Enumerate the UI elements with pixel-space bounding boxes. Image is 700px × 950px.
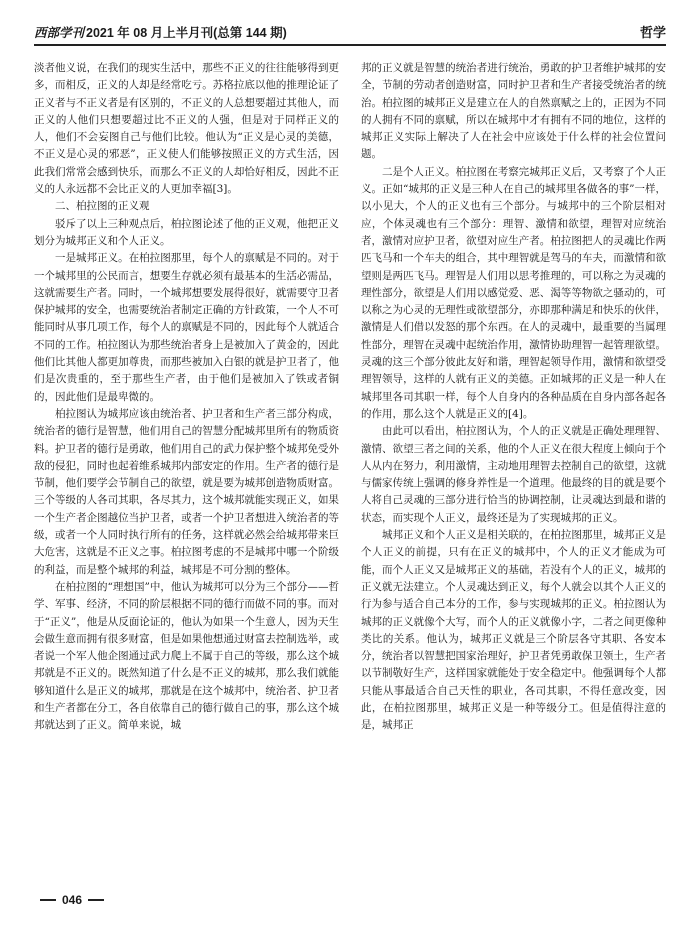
- footer-dash-right: [88, 899, 104, 901]
- paragraph: 淡者他义说，在我们的现实生活中，那些不正义的往往能够得到更多，而相反，正义的人却是经常吃亏。苏格拉底以他的推理论证了正义者与不正义者是有区别的，不正义的人总想要超过其他人，而正义的人他们只想要超过比不正义的人强，但是对于同样正义的人，他们不会妄图自己与他们比较。他认为“正义是心灵的美德，不正义是心灵的邪恶”，正义使人们能够按照正义的方式生活，因此我们常常会感到快乐，而那么不正义的人却恰好相反，因此不正义的人永远都不会比正义的人更加幸福[3]。: [34, 62, 339, 196]
- journal-info: [34, 23, 287, 44]
- paragraph: 在柏拉图的“理想国”中，他认为城邦可以分为三个部分——哲学、军事、经济，不同的阶层根据不同的德行而做不同的事。而对于“正义”，他是从反面论证的，他认为如果一个生意人，因为天生会做生意而拥有很多财富，但是如果他想通过财富去控制选举，或者说一个军人他企图通过武力爬上不属于自己的等级，那么这个城邦就是不正义的。既然知道了什么是不正义的城邦，那么我们就能够知道什么是正义的城邦，那就是在这个城邦中，统治者、护卫者和生产者都在分工，各自依靠自己的德行做自己的事，那么这个城邦就达到了正义。简单来说，城: [34, 580, 339, 732]
- page-header: [34, 16, 666, 46]
- right-column: [361, 60, 666, 888]
- section-heading: 二、柏拉图的正义观: [55, 200, 150, 213]
- paragraph: 一是城邦正义。在柏拉图那里，每个人的禀赋是不同的。对于一个城邦里的公民而言，想要生存就必须有最基本的生活必需品，这就需要生产者。同时，一个城邦想要发展得很好，就需要守卫者保护城邦的安全，也需要统治者制定正确的方针政策，一个人不可能同时从事几项工作，每个人的禀赋是不同的，因此每个人就适合不同的工作。柏拉图认为那些统治者身上是被加入了黄金的，因此他们比其他人都更加尊贵，而那些被加入白银的就是护卫者了，他们是次贵重的，至于那些生产者，由于他们是被加入了铁或者铜的，因此他们是最卑微的。: [34, 252, 339, 403]
- paragraph: 二是个人正义。柏拉图在考察完城邦正义后，又考察了个人正义。正如“城邦的正义是三种人在自己的城邦里各做各的事”一样，以小见大，个人的正义也有三个部分。与城邦中的三个阶层相对应，个体灵魂也有三个部分：理智、激情和欲望，理智对应统治者，激情对应护卫者，欲望对应生产者。柏拉图把人的灵魂比作两匹飞马和一个车夫的组合，其中理智就是驾马的车夫，而激情和欲望则是两匹飞马。理智是人们用以思考推理的，可以称之为灵魂的理性部分，欲望是人们用以感觉爱、恶、渴等等物欲之骚动的，可以称之为心灵的无理性或欲望部分，亦即那种满足和快乐的伙伴，激情是人们借以发怒的那个东西。在人的灵魂中，最重要的当属理性部分，理智在灵魂中起统治作用，激情协助理智一起管理欲望。灵魂的这三个部分彼此友好和谐，理智起领导作用，激情和欲望受理智领导，这样的人就有正义的美德。正如城邦的正义是一种人在城邦里各司其职一样，每个人自身内的各种品质在自身内部各起各的作用，那么这个人就是正义的[4]。: [361, 165, 666, 420]
- paragraph: 柏拉图认为城邦应该由统治者、护卫者和生产者三部分构成，统治者的德行是智慧，他们用自己的智慧分配城邦里所有的物质资料。护卫者的德行是勇敢，他们用自己的武力保护整个城邦免受外敌的侵犯，同时也起着维系城邦内部安定的作用。生产者的德行是节制，他们要学会节制自己的欲望，就是要为城邦创造物质财富。三个等级的人各司其职，各尽其力，这个城邦就能实现正义，如果一个生产者企图越位当护卫者，或者一个护卫者想进入统治者的等级，或者一个人同时执行所有的任务，这样就必然会给城邦带来巨大危害，这就是不正义之事。柏拉图考虑的不是城邦中哪一个阶级的利益，而是整个城邦的利益，城邦是不可分割的整体。: [34, 407, 339, 576]
- section-label: 哲学: [639, 25, 666, 40]
- paragraph: 邦的正义就是智慧的统治者进行统治，勇敢的护卫者维护城邦的安全，节制的劳动者创造财富，同时护卫者和生产者接受统治者的统治。柏拉图的城邦正义是建立在人的自然禀赋之上的，正因为不同的人拥有不同的禀赋，所以在城邦中才有拥有不同的地位，这样的城邦正义实际上解决了人在社会中应该处于什么样的社会位置问题。: [361, 62, 666, 161]
- paragraph: 城邦正义和个人正义是相关联的，在柏拉图那里，城邦正义是个人正义的前提，只有在正义的城邦中，个人的正义才能成为可能，而个人正义又是城邦正义的基础，若没有个人的正义，城邦的正义就无法建立。个人灵魂达到正义，每个人就会以其个人正义的行为参与适合自己本分的工作，参与实现城邦的正义。柏拉图认为城邦的正义就像个大写，而个人的正义就像小字，二者之间更像种类比的关系。他认为，城邦正义就是三个阶层各守其职、各安本分，统治者以智慧把国家治理好，护卫者凭勇敢保卫领土，生产者以节制敬好生产，这样国家就能处于安全稳定中。他强调每个人都只能从事最适合自己天性的职业，各司其职，不得任意改变，因此，在柏拉图那里，城邦正义是一种等级分工。但是值得注意的是，城邦正: [361, 529, 666, 732]
- issue-info: 2021 年 08 月上半月刊(总第 144 期): [86, 26, 287, 40]
- paragraph: 驳斥了以上三种观点后，柏拉图论述了他的正义观，他把正义划分为城邦正义和个人正义。: [34, 217, 339, 247]
- paragraph: 由此可以看出，柏拉图认为，个人的正义就是正确处理理智、激情、欲望三者之间的关系，他的个人正义在很大程度上倾向于个人从内在努力，利用激情，主动地用理智去控制自己的欲望，这就与儒家传统上强调的修身养性是一个道理。他最终的目的就是要个人将自己灵魂的三部分进行恰当的协调控制，让灵魂达到最和谐的状态，而实现个人正义，最终还是为了实现城邦的正义。: [361, 425, 666, 524]
- left-column: [34, 60, 339, 888]
- page-footer: [40, 890, 104, 910]
- page-number: 046: [62, 893, 83, 907]
- journal-name: 西部学刊: [34, 25, 85, 40]
- footer-dash-left: [40, 899, 56, 901]
- article-body: [34, 60, 666, 888]
